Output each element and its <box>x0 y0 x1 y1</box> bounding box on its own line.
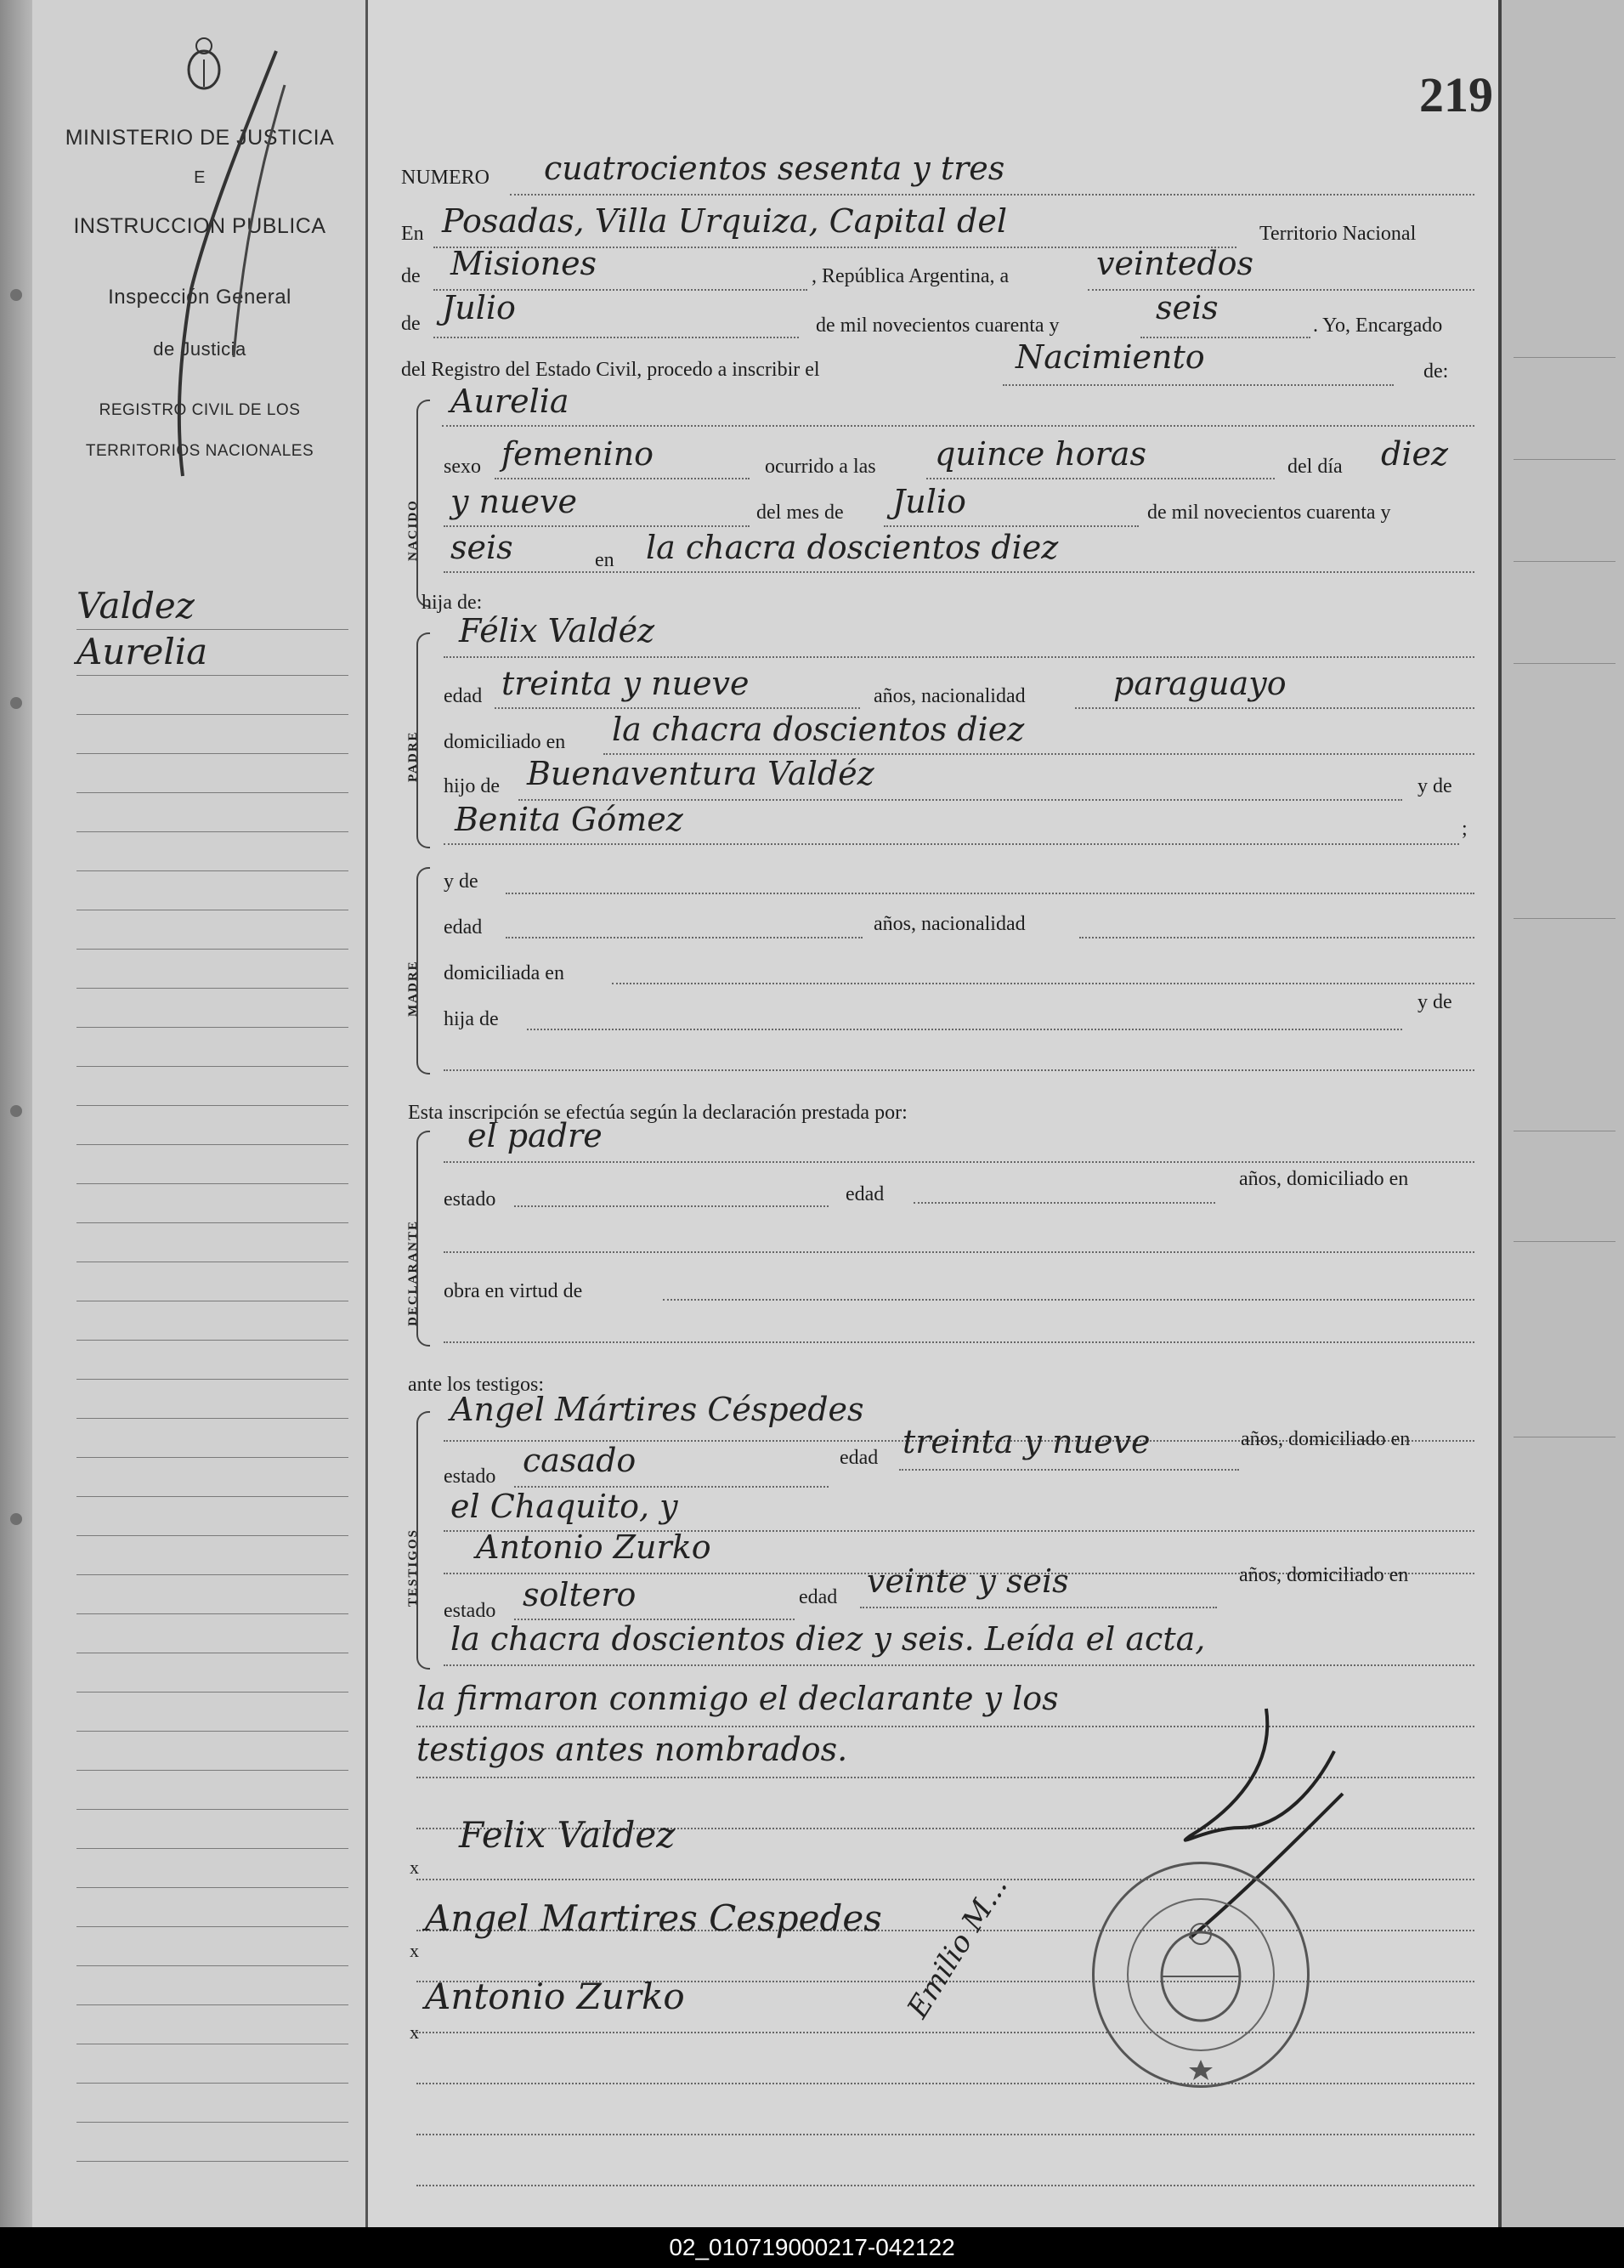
lugar-value: la chacra doscientos diez <box>646 529 1059 566</box>
official-seal-stamp <box>1092 1862 1310 2088</box>
registro-value: Nacimiento <box>1016 338 1205 376</box>
form-line <box>506 937 863 938</box>
testigos-side-label: TESTIGOS <box>406 1528 420 1607</box>
mes-value: Julio <box>892 483 966 520</box>
padre-name: Félix Valdéz <box>459 612 655 649</box>
form-line <box>416 2134 1474 2135</box>
declarante-anios-label: años, domiciliado en <box>1239 1168 1409 1190</box>
testigo2-edad: veinte y seis <box>867 1562 1069 1600</box>
declaracion-label: Esta inscripción se efectúa según la declaración prestada por: <box>408 1102 908 1124</box>
padre-madre-value: Benita Gómez <box>455 801 683 838</box>
margin-header-line: REGISTRO CIVIL DE LOS <box>99 401 301 419</box>
signature-felix-valdez: Felix Valdez <box>459 1814 676 1856</box>
declarante-obra-label: obra en virtud de <box>444 1280 583 1302</box>
hija-de-label: hija de: <box>422 592 483 614</box>
margin-rule <box>76 1731 348 1732</box>
semicolon: ; <box>1462 818 1468 840</box>
dia-value-2: y nueve <box>450 483 577 520</box>
margin-rule <box>76 753 348 754</box>
dia-registro-value: veintedos <box>1096 245 1254 282</box>
registro-label: del Registro del Estado Civil, procedo a inscribir el <box>401 359 820 381</box>
testigos-label: ante los testigos: <box>408 1374 544 1396</box>
padre-nacionalidad: paraguayo <box>1113 665 1287 702</box>
margin-rule <box>76 1418 348 1419</box>
territorio-label: Territorio Nacional <box>1259 223 1417 245</box>
margin-header-line: MINISTERIO DE JUSTICIA <box>65 126 335 150</box>
de2-label: de <box>401 313 421 335</box>
form-line <box>442 425 1474 427</box>
de3-label: de: <box>1423 360 1449 383</box>
testigo1-anios-label: años, domiciliado en <box>1241 1428 1411 1450</box>
form-line <box>444 1341 1474 1343</box>
form-line <box>495 707 860 709</box>
ocurrido-label: ocurrido a las <box>765 456 876 478</box>
margin-rule <box>76 1926 348 1927</box>
margin-rule <box>76 1848 348 1849</box>
madre-y2-label: y de <box>1417 991 1452 1013</box>
margin-rule <box>76 2161 348 2162</box>
binding-hole <box>10 1105 22 1117</box>
testigo2-name: Antonio Zurko <box>476 1528 711 1566</box>
margin-header-line: TERRITORIOS NACIONALES <box>85 442 314 460</box>
closing-line-2: testigos antes nombrados. <box>416 1731 848 1768</box>
padre-y-label: y de <box>1417 775 1452 797</box>
margin-rule <box>76 1574 348 1575</box>
padre-domicilio-value: la chacra doscientos diez <box>612 711 1025 748</box>
margin-rule <box>76 988 348 989</box>
signature-marker: x <box>410 1940 419 1961</box>
madre-domicilio-label: domiciliada en <box>444 962 564 984</box>
margin-rule <box>76 1770 348 1771</box>
margin-rule <box>76 1222 348 1223</box>
margin-surname: Valdez <box>76 585 195 627</box>
republica-label: , República Argentina, a <box>812 265 1010 287</box>
form-line <box>514 1205 829 1207</box>
padre-hijo-value: Buenaventura Valdéz <box>527 755 874 792</box>
en-value: Posadas, Villa Urquiza, Capital del <box>442 202 1007 240</box>
form-line <box>416 2185 1474 2186</box>
margin-rule <box>76 1887 348 1888</box>
seal-emblem-icon <box>1129 1900 1273 2050</box>
form-line <box>444 1251 1474 1253</box>
form-line <box>444 656 1474 658</box>
signature-marker: x <box>410 2021 419 2043</box>
form-line <box>899 1469 1239 1471</box>
declarante-side-label: DECLARANTE <box>406 1219 420 1326</box>
form-line <box>1075 707 1474 709</box>
margin-rule <box>76 714 348 715</box>
form-line <box>926 478 1275 479</box>
margin-rule <box>76 949 348 950</box>
binding-hole <box>10 1513 22 1525</box>
en-label: En <box>401 223 424 245</box>
margin-rule <box>76 1066 348 1067</box>
margin-header-line: Inspección General <box>108 286 291 309</box>
testigo1-edad: treinta y nueve <box>903 1423 1151 1460</box>
margin-header-line: INSTRUCCION PUBLICA <box>73 214 326 238</box>
lugar-en-label: en <box>595 549 614 571</box>
closing-line-1: la firmaron conmigo el declarante y los <box>416 1680 1059 1717</box>
form-line <box>416 2032 1474 2033</box>
testigo1-estado-label: estado <box>444 1466 496 1488</box>
dia-label: del día <box>1287 456 1343 478</box>
form-line <box>444 1069 1474 1071</box>
testigo2-estado: soltero <box>523 1576 637 1613</box>
form-line <box>444 843 1459 845</box>
madre-edad-label: edad <box>444 916 483 938</box>
facing-page-rule <box>1514 1241 1616 1242</box>
child-name: Aurelia <box>450 383 569 420</box>
margin-rule <box>76 2122 348 2123</box>
padre-side-label: PADRE <box>406 730 420 782</box>
margin-rule <box>76 792 348 793</box>
form-line <box>527 1029 1402 1030</box>
mes-label: del mes de <box>756 502 844 524</box>
yo-label: . Yo, Encargado <box>1313 315 1443 337</box>
madre-y-label: y de <box>444 870 478 893</box>
year-value: seis <box>1156 289 1219 326</box>
form-line <box>433 337 799 338</box>
sexo-value: femenino <box>501 435 654 473</box>
declarante-estado-label: estado <box>444 1188 496 1211</box>
form-line <box>612 983 1474 984</box>
testigo1-estado: casado <box>523 1442 637 1479</box>
margin-rule <box>76 1809 348 1810</box>
seal-inner-ring <box>1127 1898 1275 2051</box>
month-value: Julio <box>442 289 516 326</box>
form-line <box>1088 289 1474 291</box>
form-line <box>444 525 750 527</box>
margin-rule <box>76 1183 348 1184</box>
facing-page-rule <box>1514 357 1616 358</box>
madre-side-label: MADRE <box>406 960 420 1017</box>
testigo1-edad-label: edad <box>840 1447 879 1469</box>
form-line <box>663 1299 1474 1301</box>
image-id-footer: 02_010719000217-042122 <box>0 2227 1624 2268</box>
anio-value: seis <box>450 529 513 566</box>
margin-rule <box>76 870 348 871</box>
nacido-side-label: NACIDO <box>406 499 420 561</box>
facing-page-rule <box>1514 918 1616 919</box>
margin-rule <box>76 831 348 832</box>
form-line <box>1079 937 1474 938</box>
testigo1-name: Angel Mártires Céspedes <box>450 1391 864 1428</box>
de-label: de <box>401 265 421 287</box>
madre-anios-label: años, nacionalidad <box>874 913 1026 935</box>
form-line <box>884 525 1139 527</box>
form-line <box>416 2083 1474 2084</box>
margin-rule <box>76 1340 348 1341</box>
margin-rule <box>76 629 348 630</box>
margin-rule <box>76 1457 348 1458</box>
margin-signature-scribble <box>157 34 327 510</box>
padre-domicilio-label: domiciliado en <box>444 731 566 753</box>
form-line <box>914 1202 1215 1204</box>
signature-official: Emilio M... <box>901 1870 1015 2025</box>
margin-rule <box>76 2083 348 2084</box>
form-line <box>510 194 1474 196</box>
form-line <box>860 1607 1217 1608</box>
form-line <box>444 1664 1474 1666</box>
margin-rule <box>76 1027 348 1028</box>
margin-rule <box>76 1613 348 1614</box>
dia-value: diez <box>1381 435 1448 473</box>
padre-hijo-label: hijo de <box>444 775 500 797</box>
padre-edad-label: edad <box>444 685 483 707</box>
margin-header-line: de Justicia <box>153 338 246 360</box>
binding-strip <box>0 0 32 2227</box>
margin-rule <box>76 2004 348 2005</box>
binding-hole <box>10 697 22 709</box>
facing-page-rule <box>1514 663 1616 664</box>
testigo2-domicilio: la chacra doscientos diez y seis. Leída el acta, <box>450 1620 1206 1658</box>
margin-rule <box>76 1496 348 1497</box>
signature-angel-martires-cespedes: Angel Martires Cespedes <box>425 1897 882 1939</box>
hora-value: quince horas <box>935 435 1146 473</box>
signature-marker: x <box>410 1857 419 1878</box>
padre-anios-label: años, nacionalidad <box>874 685 1026 707</box>
facing-page-edge <box>1502 0 1624 2227</box>
testigo2-anios-label: años, domiciliado en <box>1239 1564 1409 1586</box>
de-value: Misiones <box>450 245 597 282</box>
margin-given-name: Aurelia <box>76 631 208 672</box>
testigo1-domicilio: el Chaquito, y <box>450 1488 678 1525</box>
padre-edad-value: treinta y nueve <box>501 665 750 702</box>
form-line <box>1003 384 1394 386</box>
margin-rule <box>76 1535 348 1536</box>
margin-rule <box>76 675 348 676</box>
anio-label: de mil novecientos cuarenta y <box>1147 502 1391 524</box>
numero-value: cuatrocientos sesenta y tres <box>544 150 1005 187</box>
margin-rule <box>76 1965 348 1966</box>
madre-hija-label: hija de <box>444 1008 499 1030</box>
sexo-label: sexo <box>444 456 481 478</box>
form-line <box>444 1161 1474 1163</box>
facing-page-rule <box>1514 459 1616 460</box>
declarante-value: el padre <box>467 1117 603 1154</box>
margin-rule <box>76 1144 348 1145</box>
margin-rule <box>76 1105 348 1106</box>
testigo2-estado-label: estado <box>444 1600 496 1622</box>
binding-hole <box>10 289 22 301</box>
facing-page-rule <box>1514 561 1616 562</box>
seal-star-icon <box>1188 2060 1214 2080</box>
page-number: 219 <box>1419 67 1493 122</box>
declarante-edad-label: edad <box>846 1183 885 1205</box>
form-line <box>506 893 1474 894</box>
form-line <box>495 478 750 479</box>
margin-rule <box>76 1379 348 1380</box>
year-label: de mil novecientos cuarenta y <box>816 315 1060 337</box>
testigo2-edad-label: edad <box>799 1586 838 1608</box>
numero-label: NUMERO <box>401 167 490 189</box>
margin-header-line: E <box>194 168 206 187</box>
signature-antonio-zurko: Antonio Zurko <box>425 1976 685 2017</box>
